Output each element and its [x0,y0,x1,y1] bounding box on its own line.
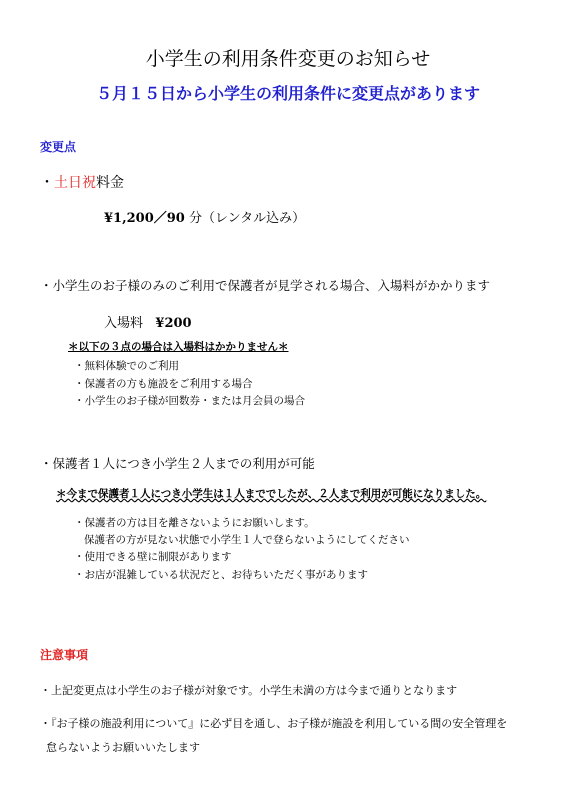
entrance-fee-label: 入場料 [104,316,144,331]
page-title: 小学生の利用条件変更のお知らせ [145,48,431,70]
bullet: ・ [40,175,54,191]
exception-item: ・無料体験でのご利用 [74,360,179,372]
guardian-point: ・お店が混雑している状況だと、お待ちいただく事があります [74,569,368,581]
notes-item-continued: 怠らないようお願いいたします [46,741,200,754]
notes-item: ・上記変更点は小学生のお子様が対象です。小学生未満の方は今まで通りとなります [40,684,458,697]
notes-item: ・『お子様の施設利用について』に必ず目を通し、お子様が施設を利用している間の安全管理を [40,717,508,730]
guardian-ratio-note: ＊今まで保護者１人につき小学生は１人まででしたが、２人まで利用が可能になりました。 [56,488,487,500]
guardian-point: 保護者の方が見ない状態で小学生１人で登らないようにしてください [84,534,410,546]
guardian-point: ・使用できる壁に制限があります [74,551,232,563]
notes-heading: 注意事項 [40,648,89,662]
entrance-fee-amount: ¥200 [155,316,192,331]
weekend-holiday-label: 土日祝 [54,175,96,191]
changes-heading: 変更点 [40,140,77,154]
fee-label: 料金 [96,175,124,191]
change-item-weekend-fee [40,172,124,192]
weekend-price [104,207,305,226]
price-amount: ¥1,200／90 [104,211,185,226]
change-item-guardian-ratio: ・保護者１人につき小学生２人までの利用が可能 [40,456,315,471]
exception-item: ・小学生のお子様が回数券・または月会員の場合 [74,395,305,407]
exception-item: ・保護者の方も施設をご利用する場合 [74,378,253,390]
guardian-point: ・保護者の方は目を離さないようにお願いします。 [74,517,315,529]
fee-exception-note: ＊以下の３点の場合は入場料はかかりません＊ [68,341,289,353]
entrance-fee [104,312,192,331]
page-subtitle: ５月１５日から小学生の利用条件に変更点があります [95,84,480,103]
change-item-entrance-fee: ・小学生のお子様のみのご利用で保護者が見学される場合、入場料がかかります [40,278,491,293]
price-suffix: 分（レンタル込み） [184,211,306,226]
